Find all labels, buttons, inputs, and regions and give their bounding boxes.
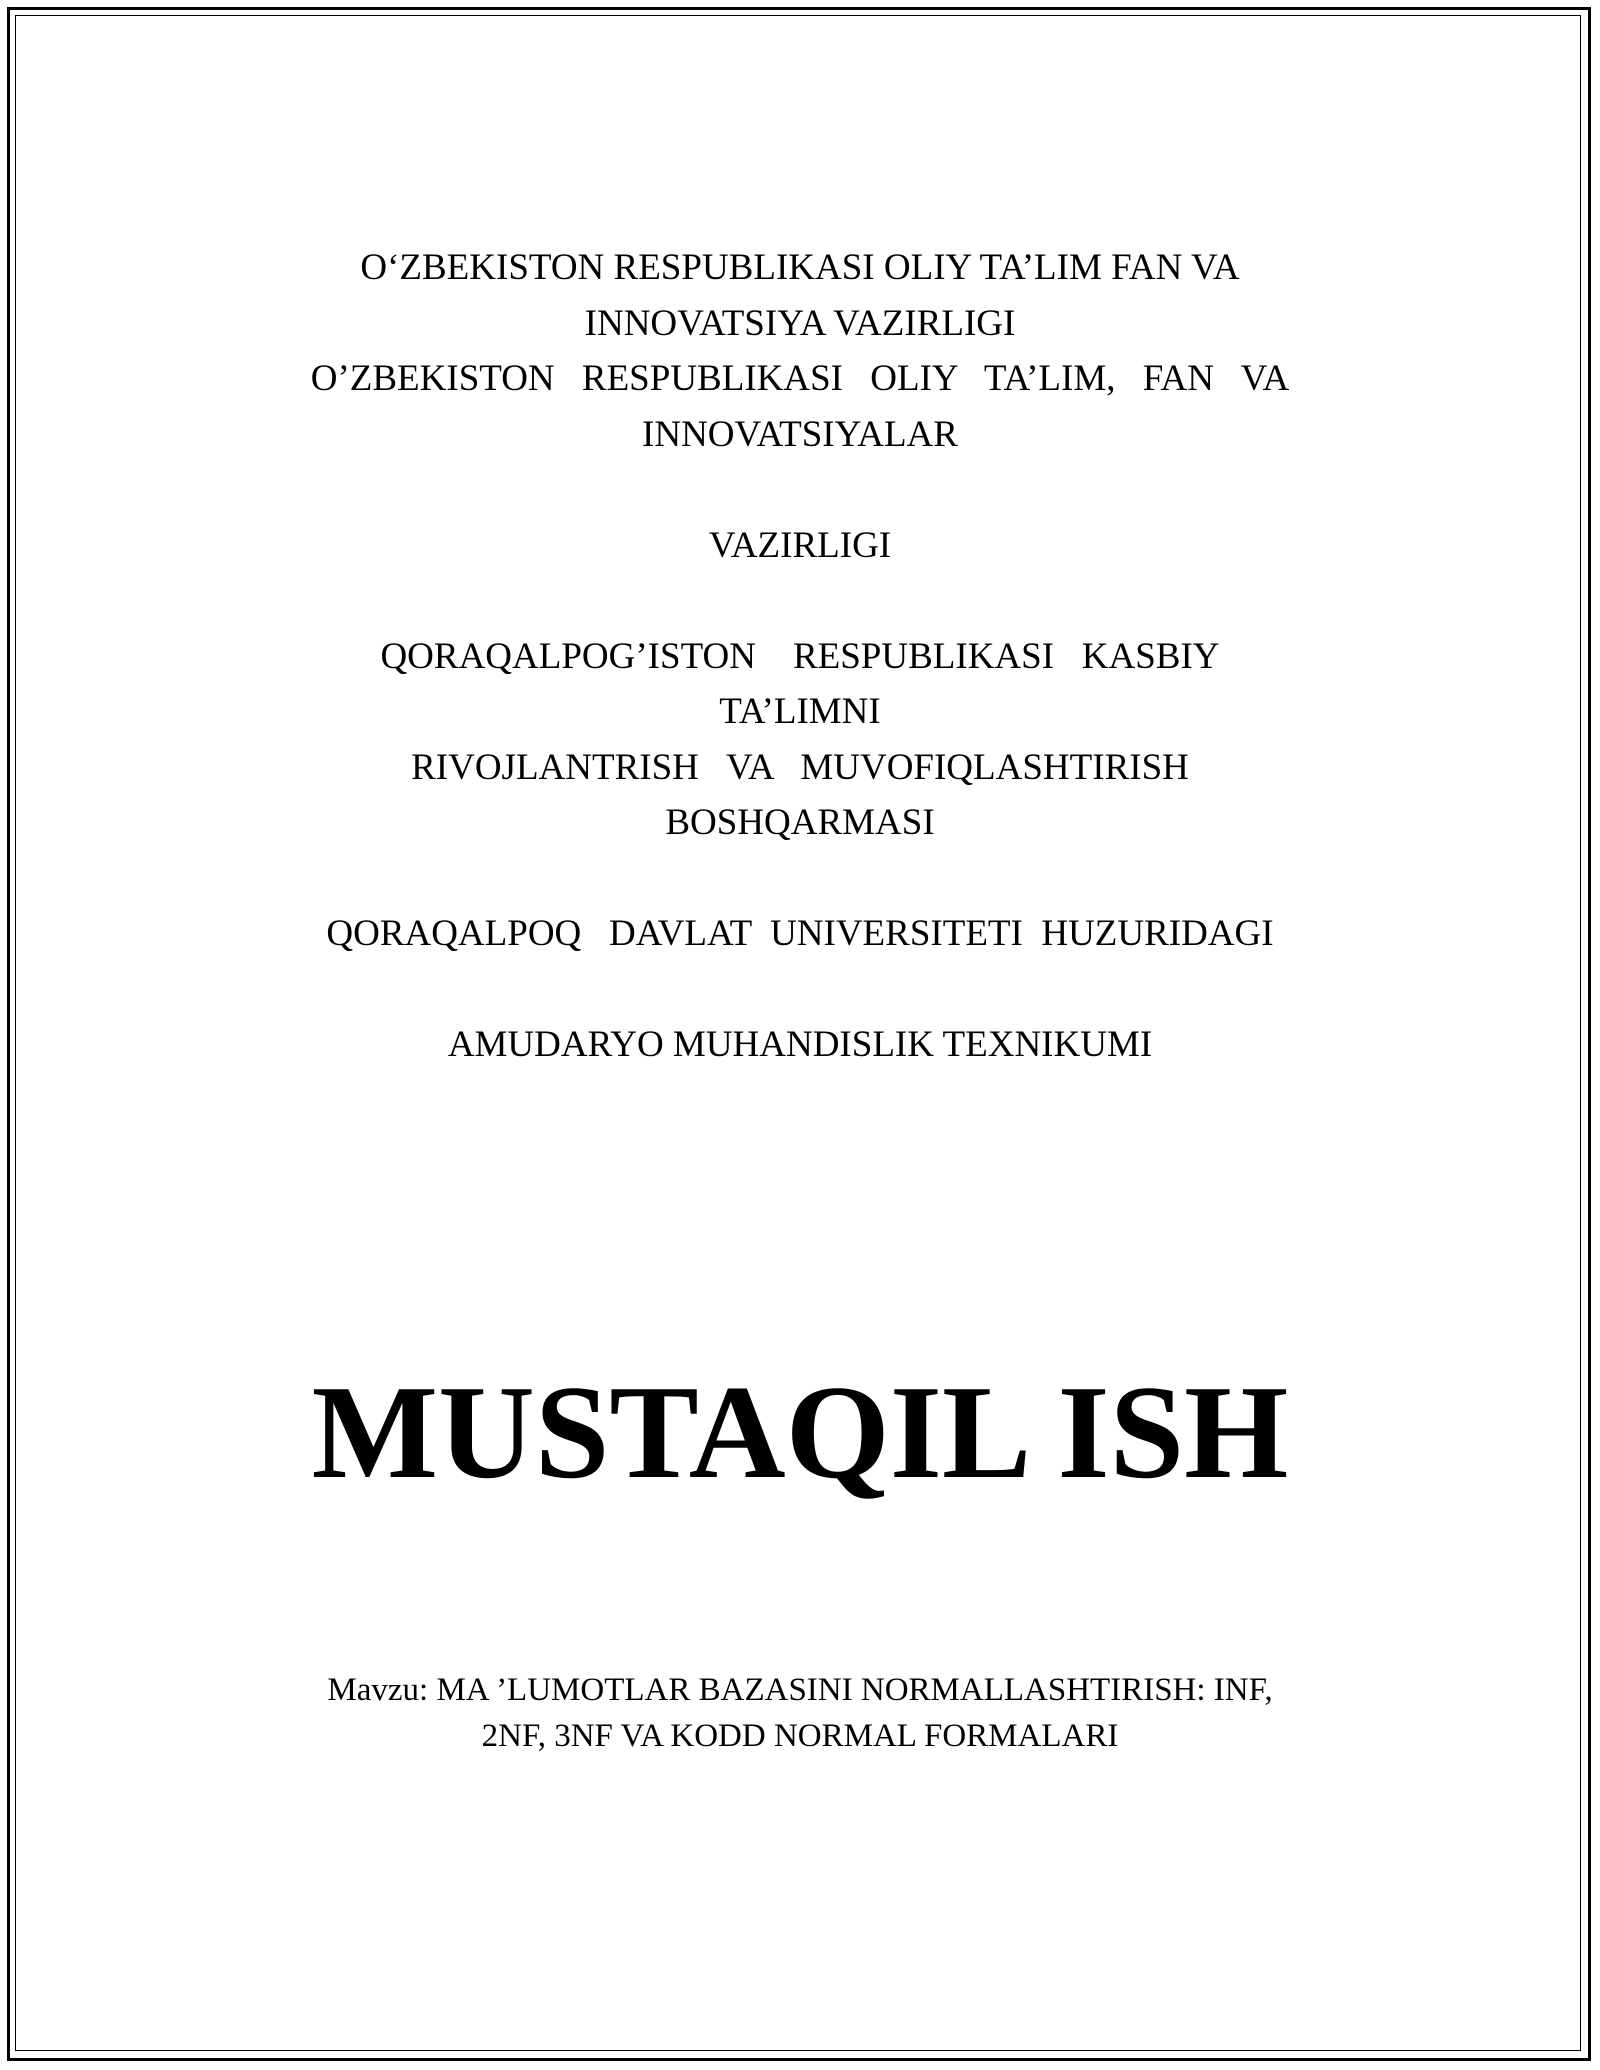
subject-line-1: Mavzu: MA ’LUMOTLAR BAZASINI NORMALLASHTIRISH: INF, [327,1672,1273,1708]
subject-line-2: 2NF, 3NF VA KODD NORMAL FORMALARI [481,1718,1119,1754]
header-ministry-line-2: INNOVATSIYA VAZIRLIGI [584,303,1016,344]
header-university-line: QORAQALPOQ DAVLAT UNIVERSITETI HUZURIDAGI [326,913,1274,954]
header-ministry-line-4: INNOVATSIYALAR [642,414,958,455]
header-department-line-1: QORAQALPOG’ISTON RESPUBLIKASI KASBIY [380,636,1220,677]
header-technical-school-line: AMUDARYO MUHANDISLIK TEXNIKUMI [447,1024,1153,1065]
header-department-line-3: RIVOJLANTRISH VA MUVOFIQLASHTIRISH [411,747,1189,788]
header-department-line-4: BOSHQARMASI [665,802,935,843]
header-ministry-line-5: VAZIRLIGI [708,525,892,566]
header-ministry-line-3: O’ZBEKISTON RESPUBLIKASI OLIY TA’LIM, FAN VA [310,358,1290,399]
header-ministry-line-1: O‘ZBEKISTON RESPUBLIKASI OLIY TA’LIM FAN VA [360,247,1240,288]
header-department-line-2: TA’LIMNI [719,691,881,732]
document-title: MUSTAQIL ISH [311,1358,1289,1506]
